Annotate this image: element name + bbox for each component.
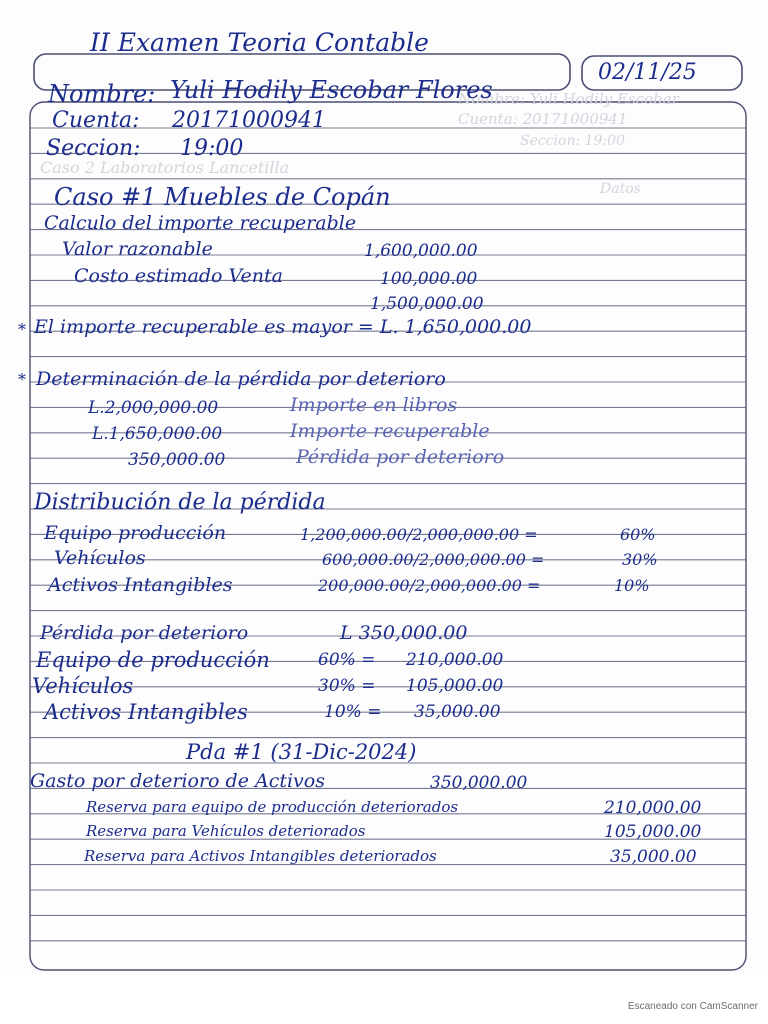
allocation-pct: 60% = (318, 650, 376, 670)
distribution-pct: 10% (614, 576, 650, 595)
journal-debit-amount: 350,000.00 (430, 773, 528, 793)
distribution-calc: 200,000.00/2,000,000.00 = (318, 576, 541, 595)
show-through-line: Nombre: Yuli Hodily Escobar (458, 90, 679, 108)
distribution-label: Activos Intangibles (48, 574, 233, 596)
journal-credit-label: Reserva para equipo de producción deteriorados (86, 798, 459, 816)
show-through-line: Seccion: 19:00 (520, 133, 625, 149)
account-label: Cuenta: (52, 108, 140, 133)
journal-credit-label: Reserva para Activos Intangibles deteriorados (84, 847, 437, 865)
allocation-amount: 210,000.00 (406, 650, 504, 670)
allocation-label: Equipo de producción (36, 648, 270, 672)
recoverable-heading: Calculo del importe recuperable (44, 212, 357, 234)
account-value: 20171000941 (172, 108, 326, 133)
recoverable-conclusion: El importe recuperable es mayor = L. 1,650,000.00 (34, 316, 532, 338)
book-value-label: Importe en libros (290, 394, 458, 416)
book-value-amount: L.2,000,000.00 (88, 398, 219, 418)
impairment-amount: 350,000.00 (128, 450, 226, 470)
sale-cost-amount: 100,000.00 (380, 269, 478, 289)
fair-value-amount: 1,600,000.00 (364, 241, 478, 261)
allocation-label: Activos Intangibles (44, 700, 248, 724)
recoverable-amount: L.1,650,000.00 (92, 424, 223, 444)
show-through-line: Cuenta: 20171000941 (458, 110, 628, 128)
loss-heading: Determinación de la pérdida por deterioro (36, 368, 446, 390)
fair-value-label: Valor razonable (62, 238, 213, 260)
distribution-label: Vehículos (54, 547, 146, 569)
show-through-line: Caso 2 Laboratorios Lancetilla (40, 158, 290, 177)
distribution-heading: Distribución de la pérdida (34, 490, 326, 515)
journal-debit-label: Gasto por deterioro de Activos (30, 770, 325, 792)
distribution-pct: 30% (622, 550, 658, 569)
exam-title: II Examen Teoria Contable (90, 28, 429, 57)
show-through-line: Datos (600, 181, 641, 197)
asterisk-mark: * (18, 320, 26, 339)
allocation-amount: 105,000.00 (406, 676, 504, 696)
allocation-pct: 30% = (318, 676, 376, 696)
section-value: 19:00 (180, 136, 244, 161)
allocation-label: Vehículos (32, 674, 134, 698)
asterisk-mark: * (18, 370, 26, 389)
impairment-label: Pérdida por deterioro (296, 446, 505, 468)
allocation-total-amount: L 350,000.00 (340, 622, 468, 644)
section-label: Seccion: (46, 136, 141, 161)
recoverable-label: Importe recuperable (290, 420, 490, 442)
allocation-total-label: Pérdida por deterioro (40, 622, 249, 644)
distribution-pct: 60% (620, 525, 656, 544)
journal-credit-label: Reserva para Vehículos deteriorados (86, 822, 366, 840)
journal-heading: Pda #1 (31-Dic-2024) (186, 740, 417, 764)
distribution-calc: 600,000.00/2,000,000.00 = (322, 550, 545, 569)
name-label: Nombre: (48, 80, 156, 108)
case-title: Caso #1 Muebles de Copán (54, 183, 391, 211)
journal-credit-amount: 105,000.00 (604, 822, 702, 842)
allocation-amount: 35,000.00 (414, 702, 501, 722)
allocation-pct: 10% = (324, 702, 382, 722)
exam-date: 02/11/25 (598, 60, 697, 85)
sale-cost-label: Costo estimado Venta (74, 265, 283, 287)
scanner-watermark: Escaneado con CamScanner (627, 1001, 758, 1012)
journal-credit-amount: 35,000.00 (610, 847, 697, 867)
distribution-label: Equipo producción (44, 522, 227, 544)
journal-credit-amount: 210,000.00 (604, 798, 702, 818)
distribution-calc: 1,200,000.00/2,000,000.00 = (300, 525, 538, 544)
name-value: Yuli Hodily Escobar Flores (170, 76, 493, 104)
net-fair-value-amount: 1,500,000.00 (370, 294, 484, 314)
